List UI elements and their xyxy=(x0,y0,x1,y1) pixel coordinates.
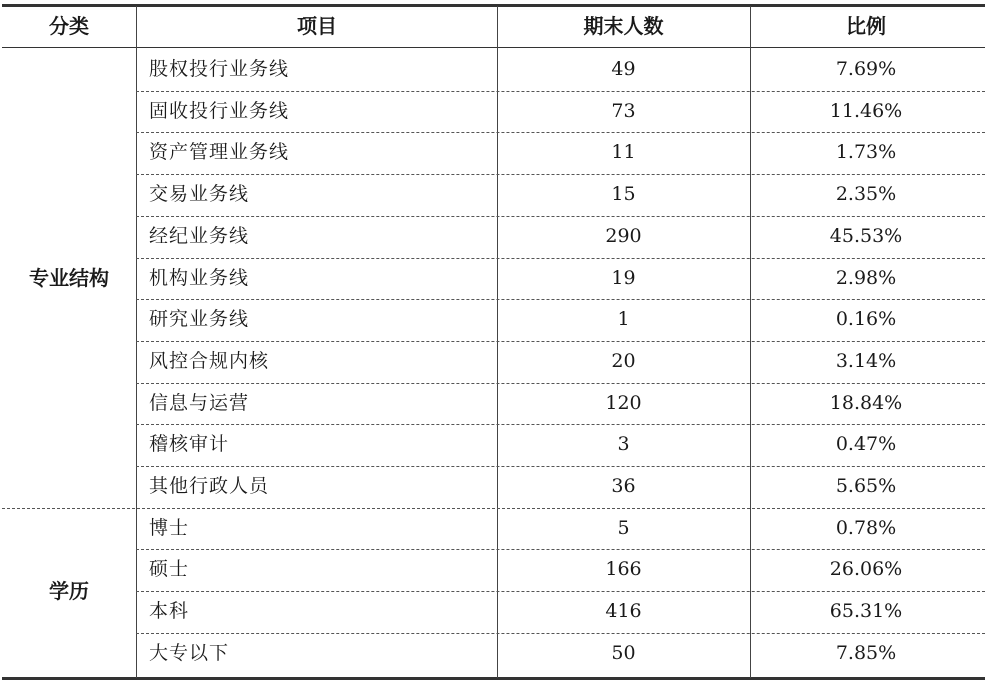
table-item: 交易业务线 xyxy=(149,183,250,206)
category-cell: 学历 xyxy=(49,578,89,603)
header-category: 分类 xyxy=(49,14,89,38)
table-count: 50 xyxy=(611,641,636,664)
table-count: 15 xyxy=(611,183,636,206)
table-count: 49 xyxy=(611,58,636,80)
table-item: 风控合规内核 xyxy=(149,349,270,372)
table-ratio: 65.31% xyxy=(829,600,903,623)
table-item: 稽核审计 xyxy=(149,433,230,456)
table-item: 研究业务线 xyxy=(149,308,250,331)
table-ratio: 3.14% xyxy=(835,349,897,372)
table-ratio: 0.47% xyxy=(835,433,897,456)
header-item: 项目 xyxy=(297,14,337,38)
header-ratio: 比例 xyxy=(846,14,886,38)
table-count: 5 xyxy=(617,516,630,539)
header-count: 期末人数 xyxy=(583,14,664,38)
table-item: 大专以下 xyxy=(149,641,230,664)
table-ratio: 7.85% xyxy=(835,641,897,664)
table-ratio: 11.46% xyxy=(829,99,903,122)
table-ratio: 0.78% xyxy=(835,516,897,539)
category-cell: 专业结构 xyxy=(29,266,109,290)
table-count: 73 xyxy=(611,99,636,122)
table-item: 股权投行业务线 xyxy=(149,58,290,80)
table-ratio: 45.53% xyxy=(829,224,903,247)
table-item: 本科 xyxy=(149,600,190,623)
table-count: 290 xyxy=(605,224,642,247)
table-ratio: 5.65% xyxy=(835,475,897,497)
table-ratio: 1.73% xyxy=(835,141,897,164)
table-ratio: 0.16% xyxy=(835,308,897,331)
table-ratio: 7.69% xyxy=(835,58,897,80)
table-count: 19 xyxy=(611,266,636,289)
table-count: 120 xyxy=(605,391,642,414)
table-count: 20 xyxy=(611,349,636,372)
table-count: 416 xyxy=(605,600,642,623)
table-ratio: 26.06% xyxy=(829,558,903,581)
table-item: 经纪业务线 xyxy=(149,224,250,247)
table-item: 信息与运营 xyxy=(149,391,250,414)
table-count: 166 xyxy=(605,558,642,581)
table-count: 11 xyxy=(611,141,636,164)
table-item: 博士 xyxy=(149,516,190,539)
bottom-rule xyxy=(2,677,985,680)
table-item: 资产管理业务线 xyxy=(149,141,290,164)
table-ratio: 2.35% xyxy=(835,183,897,206)
table-count: 1 xyxy=(617,308,630,331)
table-item: 硕士 xyxy=(149,558,190,581)
column-divider xyxy=(136,6,137,678)
table-count: 36 xyxy=(611,475,636,497)
table-count: 3 xyxy=(617,433,630,456)
header-rule xyxy=(2,47,985,48)
table-ratio: 2.98% xyxy=(835,266,897,289)
table-ratio: 18.84% xyxy=(829,391,903,414)
table-item: 其他行政人员 xyxy=(149,475,270,497)
table-item: 机构业务线 xyxy=(149,266,250,289)
table-item: 固收投行业务线 xyxy=(149,99,290,122)
